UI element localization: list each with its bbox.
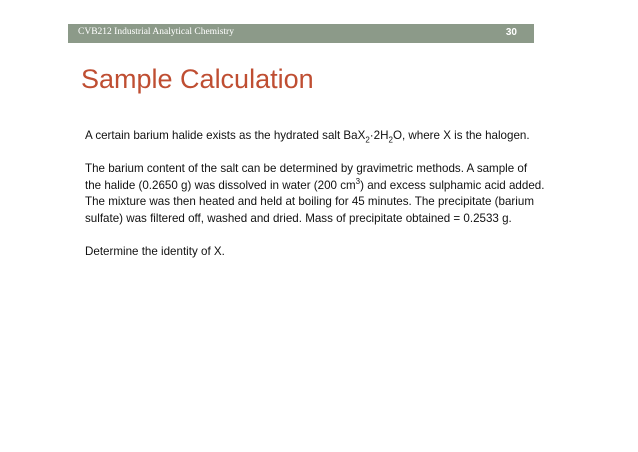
method-paragraph	[85, 161, 545, 227]
slide-title: Sample Calculation	[81, 64, 314, 94]
superscript-3: 3	[355, 176, 361, 186]
method-text-part: The barium content of the salt can be determined by gravimetric methods. A sample of the halide (0.2650 g) was dissolved in water (200 cm	[85, 162, 528, 192]
slide-content	[85, 128, 545, 277]
statement-text-part: A certain barium halide exists as the hydrated salt BaX	[85, 129, 366, 142]
page-number: 30	[505, 27, 517, 38]
subscript-2: 2	[388, 135, 393, 145]
method-text-part: ) and excess sulphamic acid added. The mixture was then heated and held at boiling for 45 minutes. The precipitate (barium sulfate) was filtered off, washed and dried. Mass of precipitate obtained = 0.2533 g.	[85, 178, 545, 225]
header-bar	[68, 24, 534, 43]
statement-text-part: O, where X is the halogen.	[392, 129, 530, 142]
question-paragraph: Determine the identity of X.	[85, 244, 225, 258]
course-title: CVB212 Industrial Analytical Chemistry	[78, 27, 234, 37]
subscript-2: 2	[365, 135, 370, 145]
statement-text-part: ·2H	[369, 129, 389, 142]
problem-statement-paragraph	[85, 128, 545, 145]
